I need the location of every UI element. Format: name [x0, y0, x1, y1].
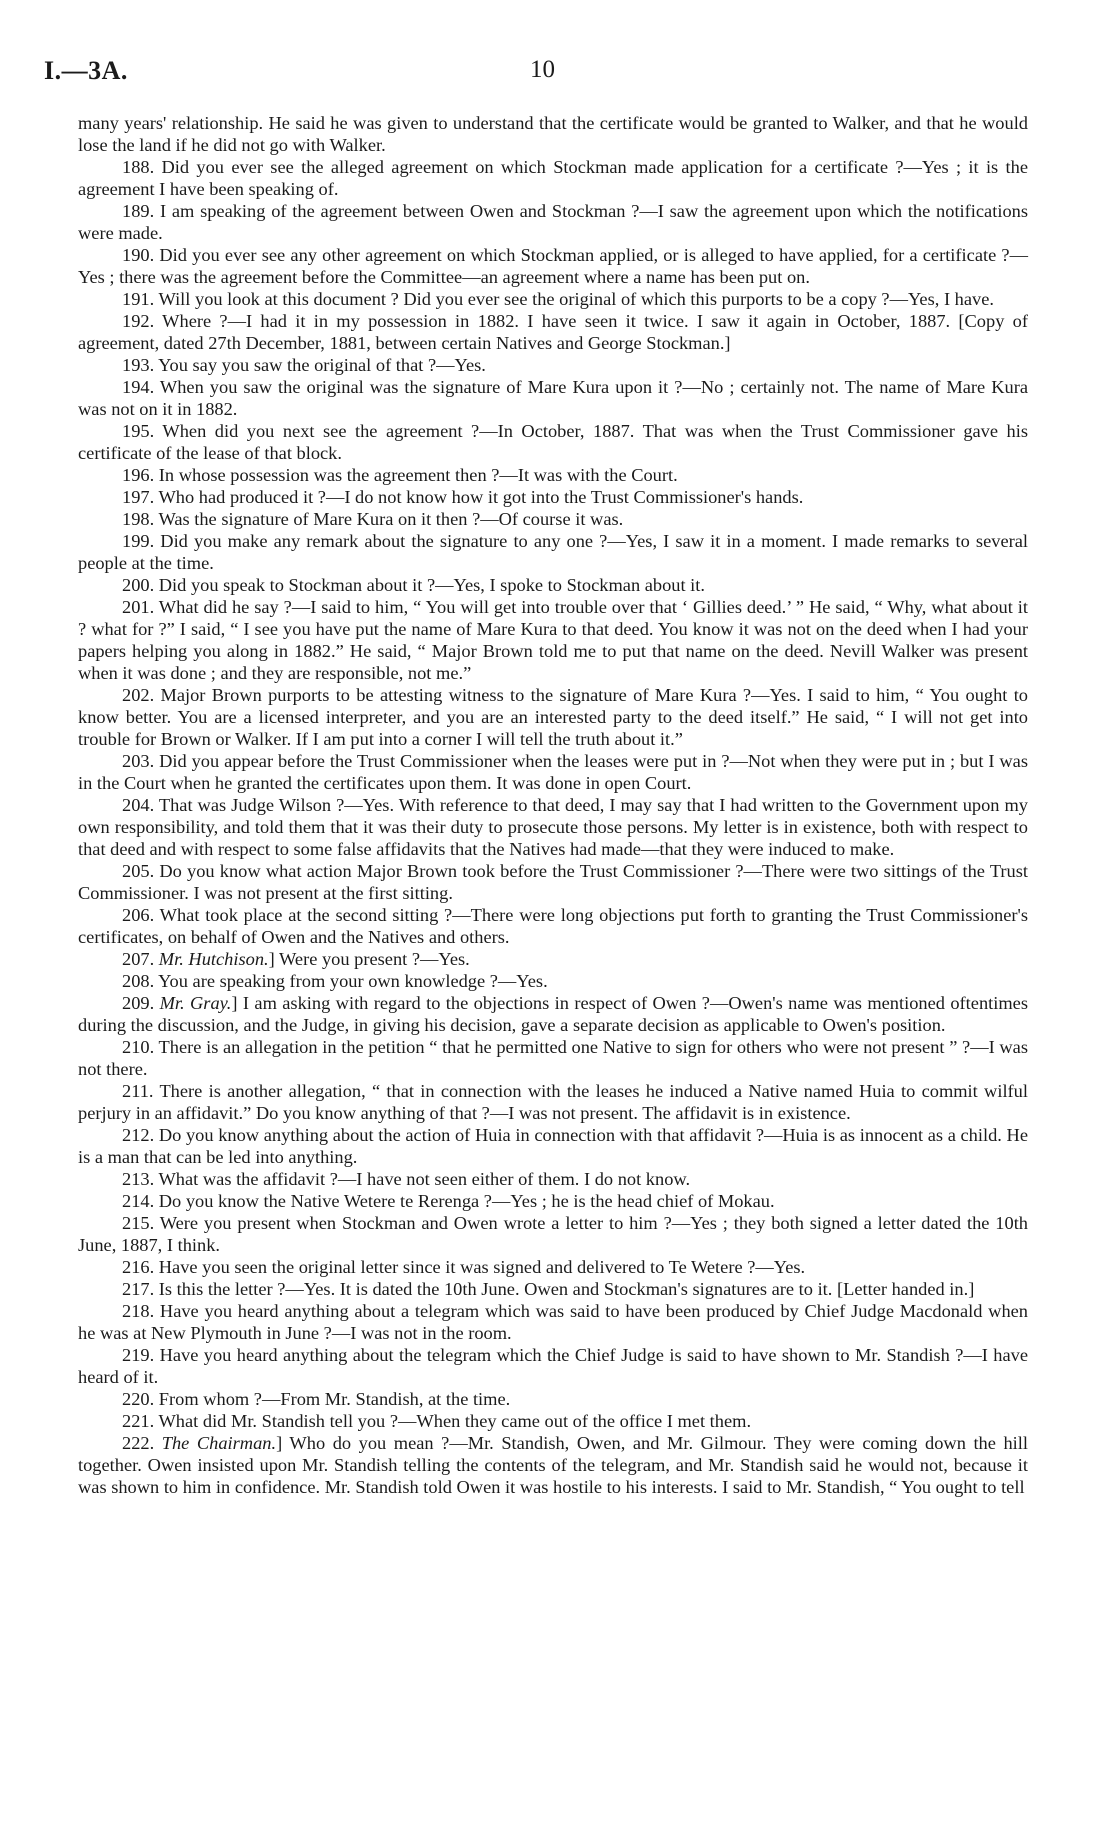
- paragraph: 193. You say you saw the original of that ?—Yes.: [122, 355, 486, 375]
- question-number: 222.: [122, 1433, 155, 1453]
- paragraph: 204. That was Judge Wilson ?—Yes. With reference to that deed, I may say that I had written to the Government upon my own responsibility, and told them that it was their duty to prosecute those persons. My letter is in existence, both with respect to that deed and with respect to some false affidavits that the Natives had made—that they were induced to make.: [78, 795, 1028, 859]
- speaker-name: The Chairman.: [161, 1433, 277, 1453]
- speaker-name: Mr. Hutchison.: [158, 949, 269, 969]
- paragraph: 211. There is another allegation, “ that in connection with the leases he induced a Native named Huia to commit wilful perjury in an affidavit.” Do you know anything of that ?—I was not present. The affidavit is in existence.: [78, 1081, 1028, 1123]
- paragraph: many years' relationship. He said he was given to understand that the certificate would be granted to Walker, and that he would lose the land if he did not go with Walker.: [78, 113, 1028, 155]
- page-number: 10: [530, 56, 555, 83]
- question-number: 209.: [122, 993, 155, 1013]
- paragraph: 213. What was the affidavit ?—I have not seen either of them. I do not know.: [122, 1169, 691, 1189]
- paragraph: 192. Where ?—I had it in my possession in 1882. I have seen it twice. I saw it again in October, 1887. [Copy of agreement, dated 27th December, 1881, between certain Natives and George Stockman.]: [78, 311, 1028, 353]
- paragraph: 218. Have you heard anything about a telegram which was said to have been produced by Chief Judge Macdonald when he was at New Plymouth in June ?—I was not in the room.: [78, 1301, 1028, 1343]
- question-number: 207.: [122, 949, 155, 969]
- paragraph: 195. When did you next see the agreement ?—In October, 1887. That was when the Trust Commissioner gave his certificate of the lease of that block.: [78, 421, 1028, 463]
- paragraph-text: Were you present ?—Yes.: [279, 949, 470, 969]
- paragraph: 190. Did you ever see any other agreement on which Stockman applied, or is alleged to have applied, for a certificate ?—Yes ; there was the agreement before the Committee—an agreement where a name has been put on.: [78, 245, 1028, 287]
- paragraph: 212. Do you know anything about the action of Huia in connection with that affidavit ?—Huia is as innocent as a child. He is a man that can be led into anything.: [78, 1125, 1028, 1167]
- paragraph: 209. Mr. Gray.] I am asking with regard to the objections in respect of Owen ?—Owen's name was mentioned oftentimes during the discussion, and the Judge, in giving his decision, gave a separate decision as applicable to Owen's position.: [78, 993, 1028, 1035]
- paragraph-text: I am asking with regard to the objections in respect of Owen ?—Owen's name was mentioned oftentimes during the discussion, and the Judge, in giving his decision, gave a separate decision as applicable to Owen's position.: [78, 993, 1028, 1035]
- paragraph: 199. Did you make any remark about the signature to any one ?—Yes, I saw it in a moment. I made remarks to several people at the time.: [78, 531, 1028, 573]
- paragraph: 221. What did Mr. Standish tell you ?—When they came out of the office I met them.: [122, 1411, 752, 1431]
- paragraph: 214. Do you know the Native Wetere te Rerenga ?—Yes ; he is the head chief of Mokau.: [122, 1191, 775, 1211]
- paragraph: 197. Who had produced it ?—I do not know how it got into the Trust Commissioner's hands.: [122, 487, 804, 507]
- paragraph: 202. Major Brown purports to be attesting witness to the signature of Mare Kura ?—Yes. I said to him, “ You ought to know better. You are a licensed interpreter, and you are an interested party to the deed itself.” He said, “ I will not get into trouble for Brown or Walker. If I am put into a corner I will tell the truth about it.”: [78, 685, 1028, 749]
- paragraph: 208. You are speaking from your own knowledge ?—Yes.: [122, 971, 548, 991]
- paragraph: 201. What did he say ?—I said to him, “ You will get into trouble over that ‘ Gillies deed.’ ” He said, “ Why, what about it ? what for ?” I said, “ I see you have put the name of Mare Kura to that deed. You know it was not on the deed when I had your papers helping you along in 1882.” He said, “ Major Brown told me to put that name on the deed. Nevill Walker was present when it was done ; and they are responsible, not me.”: [78, 597, 1028, 683]
- paragraph: 216. Have you seen the original letter since it was signed and delivered to Te Wetere ?—Yes.: [122, 1257, 806, 1277]
- paragraph: 210. There is an allegation in the petition “ that he permitted one Native to sign for others who were not present ” ?—I was not there.: [78, 1037, 1028, 1079]
- paragraph: 188. Did you ever see the alleged agreement on which Stockman made application for a certificate ?—Yes ; it is the agreement I have been speaking of.: [78, 157, 1028, 199]
- paragraph: 189. I am speaking of the agreement between Owen and Stockman ?—I saw the agreement upon which the notifications were made.: [78, 201, 1028, 243]
- page-reference: I.—3A.: [44, 56, 128, 85]
- paragraph: 206. What took place at the second sitting ?—There were long objections put forth to granting the Trust Commissioner's certificates, on behalf of Owen and the Natives and others.: [78, 905, 1028, 947]
- paragraph: 191. Will you look at this document ? Did you ever see the original of which this purports to be a copy ?—Yes, I have.: [122, 289, 994, 309]
- paragraph: 198. Was the signature of Mare Kura on it then ?—Of course it was.: [122, 509, 624, 529]
- paragraph: 196. In whose possession was the agreement then ?—It was with the Court.: [122, 465, 678, 485]
- paragraph: 219. Have you heard anything about the telegram which the Chief Judge is said to have shown to Mr. Standish ?—I have heard of it.: [78, 1345, 1028, 1387]
- paragraph: 222. The Chairman.] Who do you mean ?—Mr. Standish, Owen, and Mr. Gilmour. They were coming down the hill together. Owen insisted upon Mr. Standish telling the contents of the telegram, and Mr. Standish said he would not, because it was shown to him in confidence. Mr. Standish told Owen it was hostile to his interests. I said to Mr. Standish, “ You ought to tell: [78, 1433, 1028, 1497]
- paragraph: 200. Did you speak to Stockman about it ?—Yes, I spoke to Stockman about it.: [122, 575, 706, 595]
- paragraph: 205. Do you know what action Major Brown took before the Trust Commissioner ?—There were two sittings of the Trust Commissioner. I was not present at the first sitting.: [78, 861, 1028, 903]
- paragraph: 207. Mr. Hutchison.] Were you present ?—Yes.: [122, 949, 470, 969]
- body-text: [78, 112, 1028, 1498]
- paragraph: 203. Did you appear before the Trust Commissioner when the leases were put in ?—Not when they were put in ; but I was in the Court when he granted the certificates upon them. It was done in open Court.: [78, 751, 1028, 793]
- speaker-name: Mr. Gray.: [159, 993, 232, 1013]
- paragraph-text: Who do you mean ?—Mr. Standish, Owen, and Mr. Gilmour. They were coming down the hill together. Owen insisted upon Mr. Standish telling the contents of the telegram, and Mr. Standish said he would not, because it was shown to him in confidence. Mr. Standish told Owen it was hostile to his interests. I said to Mr. Standish, “ You ought to tell: [78, 1433, 1028, 1497]
- paragraph: 194. When you saw the original was the signature of Mare Kura upon it ?—No ; certainly not. The name of Mare Kura was not on it in 1882.: [78, 377, 1028, 419]
- paragraph: 215. Were you present when Stockman and Owen wrote a letter to him ?—Yes ; they both signed a letter dated the 10th June, 1887, I think.: [78, 1213, 1028, 1255]
- paragraph: 217. Is this the letter ?—Yes. It is dated the 10th June. Owen and Stockman's signatures are to it. [Letter handed in.]: [122, 1279, 975, 1299]
- paragraph: 220. From whom ?—From Mr. Standish, at the time.: [122, 1389, 511, 1409]
